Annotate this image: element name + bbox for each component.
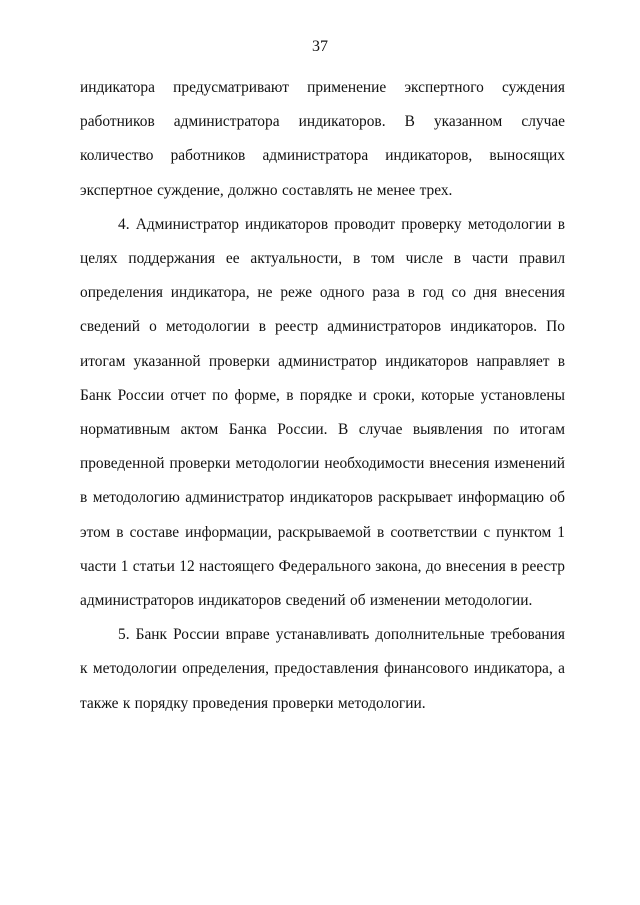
document-body — [80, 71, 565, 721]
paragraph-item-4: 4. Администратор индикаторов проводит проверку методологии в целях поддержания ее актуальности, в том числе в части правил определения индикатора, не реже одного раза в год со дня внесения сведений о методологии в реестр администраторов индикаторов. По итогам указанной проверки администратор индикаторов направляет в Банк России отчет по форме, в порядке и сроки, которые установлены нормативным актом Банка России. В случае выявления по итогам проведенной проверки методологии необходимости внесения изменений в методологию администратор индикаторов раскрывает информацию об этом в составе информации, раскрываемой в соответствии с пунктом 1 части 1 статьи 12 настоящего Федерального закона, до внесения в реестр администраторов индикаторов сведений об изменении методологии. — [80, 215, 565, 610]
page-number: 37 — [312, 38, 328, 55]
paragraph-item-5: 5. Банк России вправе устанавливать дополнительные требования к методологии определения, предоставления финансового индикатора, а также к порядку проведения проверки методологии. — [80, 626, 565, 712]
paragraph-continuation: индикатора предусматривают применение экспертного суждения работников администратора индикаторов. В указанном случае количество работников администратора индикаторов, выносящих экспертное суждение, должно составлять не менее трех. — [80, 79, 565, 199]
